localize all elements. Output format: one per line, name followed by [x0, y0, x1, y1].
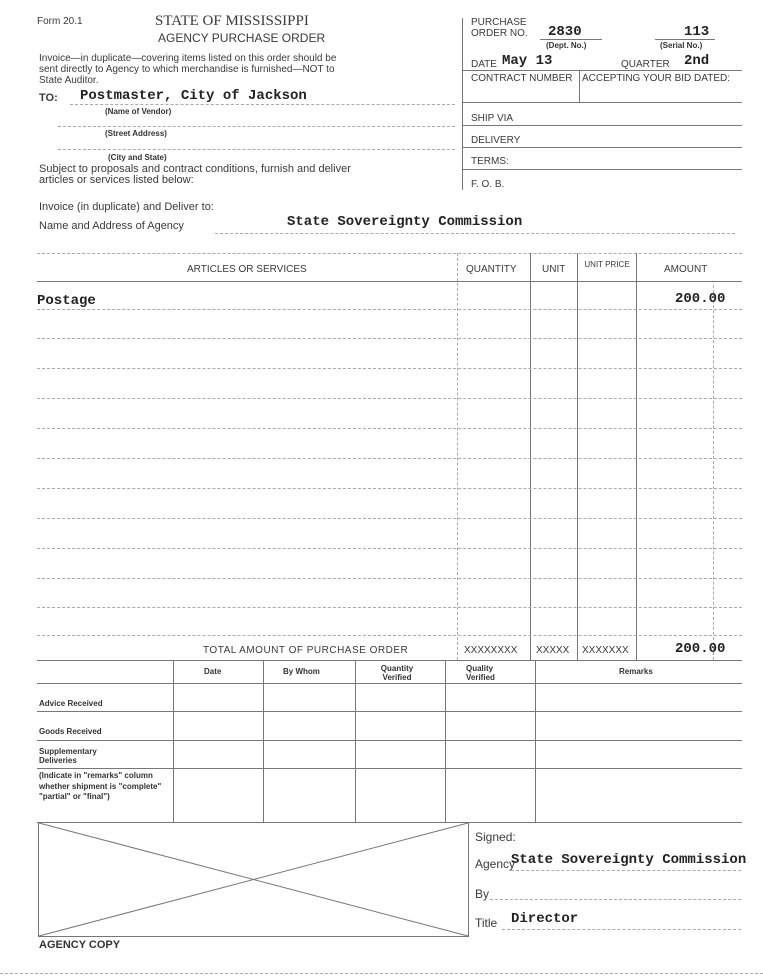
crossed-out-box [38, 822, 469, 937]
agency-copy-label: AGENCY COPY [39, 939, 121, 951]
right-box-border [462, 18, 463, 190]
serial-caption: (Serial No.) [660, 41, 703, 50]
remarks-instruction: (Indicate in "remarks" column whether shipment is "complete" "partial" or "final") [39, 771, 162, 801]
po-label: PURCHASE ORDER NO. [471, 17, 528, 39]
receipt-by-whom-header: By Whom [283, 667, 320, 676]
signature-agency-value: State Sovereignty Commission [511, 852, 747, 868]
total-quantity-mask: XXXXXXXX [464, 645, 518, 656]
vendor-name-caption: (Name of Vendor) [105, 107, 172, 116]
goods-received-label: Goods Received [39, 727, 102, 736]
vendor-name: Postmaster, City of Jackson [80, 88, 307, 104]
delivery-label: DELIVERY [471, 135, 521, 146]
invoice-instructions: Invoice—in duplicate—covering items listed on this order should be sent directly to Agency to which merchandise is furnished—NOT to State Auditor. [39, 53, 337, 86]
form-number: Form 20.1 [37, 16, 83, 27]
total-price-mask: XXXXXXX [582, 645, 629, 656]
by-label: By [475, 887, 490, 901]
terms-label: TERMS: [471, 156, 509, 167]
unit-price-header: UNIT PRICE [584, 260, 630, 269]
articles-header: ARTICLES OR SERVICES [187, 264, 307, 275]
total-amount: 200.00 [675, 641, 726, 657]
agency-address-label: Name and Address of Agency [39, 220, 184, 232]
bid-dated-label: ACCEPTING YOUR BID DATED: [582, 73, 730, 84]
quarter-value: 2nd [684, 53, 710, 69]
dept-caption: (Dept. No.) [546, 41, 587, 50]
to-label: TO: [39, 92, 58, 104]
amount-header: AMOUNT [664, 264, 708, 275]
quarter-label: QUARTER [621, 59, 670, 70]
agency-name: State Sovereignty Commission [287, 214, 523, 230]
invoice-deliver-label: Invoice (in duplicate) and Deliver to: [39, 201, 214, 213]
receipt-qty-verified-header: Quantity Verified [380, 664, 414, 682]
title-value: Director [511, 911, 579, 927]
title-label: Title [475, 916, 498, 930]
receipt-remarks-header: Remarks [619, 667, 653, 676]
conditions-text: Subject to proposals and contract conditions, furnish and deliver articles or services listed below: [39, 163, 351, 186]
date-label: DATE [471, 59, 497, 70]
receipt-date-header: Date [204, 667, 222, 676]
city-caption: (City and State) [108, 153, 167, 162]
supplementary-deliveries-label: Supplementary Deliveries [39, 747, 97, 765]
total-unit-mask: XXXXX [536, 645, 570, 656]
ship-via-label: SHIP VIA [471, 113, 514, 124]
contract-number-label: CONTRACT NUMBER [471, 73, 573, 84]
signature-agency-label: Agency [475, 857, 516, 871]
receipt-quality-verified-header: Quality Verified [466, 664, 495, 682]
dept-number: 2830 [548, 24, 582, 40]
state-title: STATE OF MISSISSIPPI [155, 13, 309, 29]
form-title: AGENCY PURCHASE ORDER [158, 31, 326, 45]
advice-received-label: Advice Received [39, 699, 103, 708]
date-value: May 13 [502, 53, 553, 69]
signed-label: Signed: [475, 830, 516, 844]
street-caption: (Street Address) [105, 129, 167, 138]
unit-header: UNIT [542, 264, 566, 275]
serial-number: 113 [684, 24, 710, 40]
quantity-header: QUANTITY [466, 264, 517, 275]
item-article: Postage [37, 293, 96, 309]
item-amount: 200.00 [675, 291, 726, 307]
total-label: TOTAL AMOUNT OF PURCHASE ORDER [203, 645, 409, 656]
fob-label: F. O. B. [471, 179, 505, 190]
